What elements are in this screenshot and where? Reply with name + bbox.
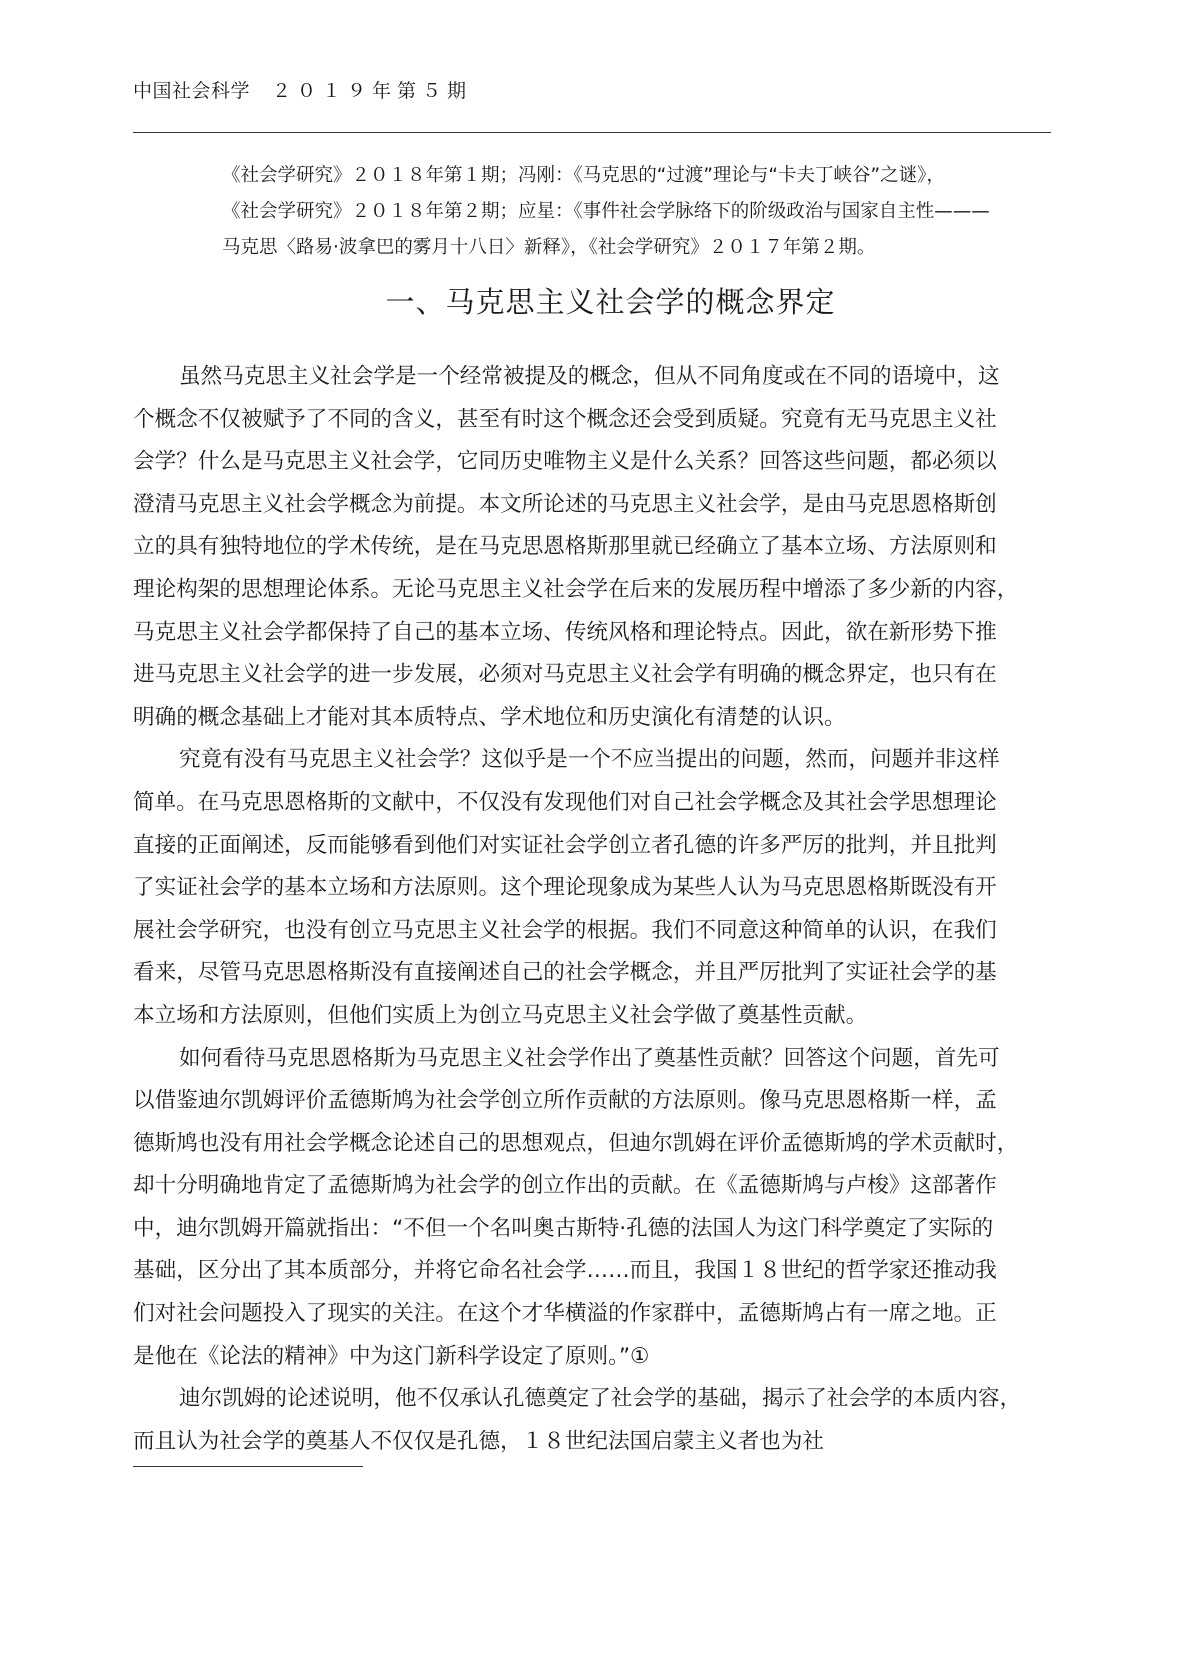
text-line: 德斯鸠也没有用社会学概念论述自己的思想观点，但迪尔凯姆在评价孟德斯鸠的学术贡献时， — [133, 1130, 1019, 1156]
text-line: 马克思主义社会学都保持了自己的基本立场、传统风格和理论特点。因此，欲在新形势下推 — [133, 619, 997, 645]
text-line: 理论构架的思想理论体系。无论马克思主义社会学在后来的发展历程中增添了多少新的内容， — [133, 576, 1019, 602]
footnote-line: 《社会学研究》２０１８年第１期；冯刚：《马克思的“过渡”理论与“卡夫丁峡谷”之谜》， — [222, 165, 945, 186]
text-line: 展社会学研究，也没有创立马克思主义社会学的根据。我们不同意这种简单的认识，在我们 — [133, 917, 997, 943]
text-line: 虽然马克思主义社会学是一个经常被提及的概念，但从不同角度或在不同的语境中，这 — [179, 364, 1000, 389]
text-line: 会学？什么是马克思主义社会学，它同历史唯物主义是什么关系？回答这些问题，都必须以 — [133, 449, 997, 475]
text-line: 而且认为社会学的奠基人不仅仅是孔德，１８世纪法国启蒙主义者也为社 — [133, 1428, 825, 1454]
text-line: 们对社会问题投入了现实的关注。在这个才华横溢的作家群中，孟德斯鸠占有一席之地。正 — [133, 1301, 997, 1327]
text-line: 本立场和方法原则，但他们实质上为创立马克思主义社会学做了奠基性贡献。 — [133, 1002, 868, 1028]
footnote-line: 《社会学研究》２０１８年第２期；应星：《事件社会学脉络下的阶级政治与国家自主性——— — [222, 201, 990, 222]
text-line: 澄清马克思主义社会学概念为前提。本文所论述的马克思主义社会学，是由马克思恩格斯创 — [133, 491, 997, 517]
text-line: 简单。在马克思恩格斯的文献中，不仅没有发现他们对自己社会学概念及其社会学思想理论 — [133, 789, 997, 815]
text-line: 究竟有没有马克思主义社会学？这似乎是一个不应当提出的问题，然而，问题并非这样 — [179, 747, 1000, 773]
text-line: 如何看待马克思恩格斯为马克思主义社会学作出了奠基性贡献？回答这个问题，首先可 — [179, 1045, 1000, 1071]
text-line: 直接的正面阐述，反而能够看到他们对实证社会学创立者孔德的许多严厉的批判，并且批判 — [133, 832, 997, 858]
text-line: 基础，区分出了其本质部分，并将它命名社会学……而且，我国１８世纪的哲学家还推动我 — [133, 1258, 997, 1284]
text-line: 中，迪尔凯姆开篇就指出：“不但一个名叫奥古斯特·孔德的法国人为这门科学奠定了实际的 — [133, 1215, 994, 1241]
text-line: 立的具有独特地位的学术传统，是在马克思恩格斯那里就已经确立了基本立场、方法原则和 — [133, 534, 997, 560]
paragraph-2 — [133, 739, 1051, 1037]
text-line: 看来，尽管马克思恩格斯没有直接阐述自己的社会学概念，并且严厉批判了实证社会学的基 — [133, 960, 997, 986]
paragraph-4 — [133, 1378, 1051, 1463]
body-text — [133, 356, 1051, 1463]
paragraph-1 — [133, 356, 1051, 739]
running-header — [133, 76, 472, 103]
text-line: 以借鉴迪尔凯姆评价孟德斯鸠为社会学创立所作贡献的方法原则。像马克思恩格斯一样，孟 — [133, 1088, 997, 1114]
text-line: 是他在《论法的精神》中为这门新科学设定了原则。”① — [133, 1343, 650, 1369]
text-line: 进马克思主义社会学的进一步发展，必须对马克思主义社会学有明确的概念界定，也只有在 — [133, 662, 997, 688]
paragraph-3 — [133, 1038, 1051, 1379]
text-line: 却十分明确地肯定了孟德斯鸠为社会学的创立作出的贡献。在《孟德斯鸠与卢梭》这部著作 — [133, 1173, 997, 1199]
text-line: 了实证社会学的基本立场和方法原则。这个理论现象成为某些人认为马克思恩格斯既没有开 — [133, 875, 997, 901]
header-rule — [133, 132, 1051, 133]
footnote-line: 马克思〈路易·波拿巴的雾月十八日〉新释》，《社会学研究》２０１７年第２期。 — [222, 237, 876, 258]
continued-footnote — [222, 158, 1082, 266]
footnote-rule — [133, 1466, 363, 1467]
text-line: 迪尔凯姆的论述说明，他不仅承认孔德奠定了社会学的基础，揭示了社会学的本质内容， — [179, 1386, 1022, 1412]
section-heading: 一、马克思主义社会学的概念界定 — [385, 285, 836, 319]
issue-number: ２０１９年第５期 — [272, 80, 473, 102]
journal-name: 中国社会科学 — [133, 80, 251, 102]
text-line: 明确的概念基础上才能对其本质特点、学术地位和历史演化有清楚的认识。 — [133, 704, 846, 730]
text-line: 个概念不仅被赋予了不同的含义，甚至有时这个概念还会受到质疑。究竟有无马克思主义社 — [133, 406, 997, 432]
